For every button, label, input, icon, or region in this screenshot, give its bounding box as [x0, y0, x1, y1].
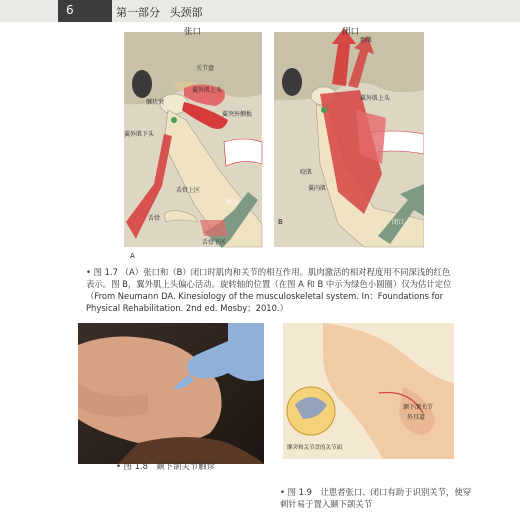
ear-canal-a	[132, 70, 152, 98]
caption-figure-1-8: • 图 1.8 颞下颌关节触诊	[116, 461, 215, 471]
panel-a-letter: A	[130, 252, 135, 260]
label-lpu-a: 翼外肌上头	[192, 87, 223, 94]
label-hyoid-lower: 舌骨下区	[202, 239, 227, 246]
page-header	[0, 0, 520, 22]
label-temporalis: 颞肌	[360, 37, 373, 44]
label-close-arrow: 闭口	[392, 219, 405, 226]
ear-canal-b	[282, 68, 302, 96]
label-lat-plate: 翼突外侧板	[222, 111, 253, 118]
figure-1-8-photo	[78, 323, 264, 464]
label-tmj: 颞下颌关节	[403, 404, 434, 411]
label-disc-surface: 髁突和关节盘的关节面	[287, 445, 343, 451]
panel-b-letter: B	[278, 218, 283, 226]
label-lpu-b: 翼外肌上头	[360, 95, 391, 102]
part-label	[116, 4, 203, 20]
label-hyoid-upper: 舌骨上区	[176, 187, 201, 194]
page-number-box	[58, 0, 112, 22]
figure-1-9-illustration	[283, 323, 454, 459]
label-hyoid: 舌骨	[148, 215, 161, 222]
infrahyoid-muscle	[200, 220, 228, 236]
title-close: 闭口	[342, 27, 360, 37]
label-medial-pterygoid: 翼内肌	[308, 185, 327, 192]
title-open: 张口	[184, 27, 202, 37]
label-masseter: 咬肌	[300, 169, 313, 176]
label-lpl-a: 翼外肌下头	[124, 131, 155, 138]
caption-figure-1-7: • 图 1.7 （A）张口和（B）闭口时肌肉和关节的相互作用。肌肉激活的相对程度用不同深浅的红色表示。图 B，翼外肌上头偏心活动。旋转轴的位置（在图 A 和 B 中示为绿色小圆圈）仅为估计定位（From Neumann DA. Kinesiology of the musculoskeletal system. In：Foundations for Physical Rehabilitation. 2nd ed. Mosby；2010.）	[86, 267, 452, 313]
caption-figure-1-9: • 图 1.9 让患者张口、闭口有助于识别关节，使穿刺针易于置入颞下颌关节	[280, 487, 472, 509]
part-text: 第一部分	[116, 6, 160, 19]
label-joint-disc: 关节盘	[196, 65, 215, 72]
rotation-axis-b	[321, 107, 327, 113]
section-text: 头颈部	[169, 6, 203, 19]
rotation-axis-a	[171, 117, 177, 123]
label-open-arrow: 张口	[226, 199, 239, 206]
label-ear-canal: 外耳道	[407, 414, 426, 421]
label-condyle: 髁状突	[146, 99, 165, 106]
figure-1-7	[124, 24, 424, 264]
page-number: 6	[66, 3, 74, 17]
